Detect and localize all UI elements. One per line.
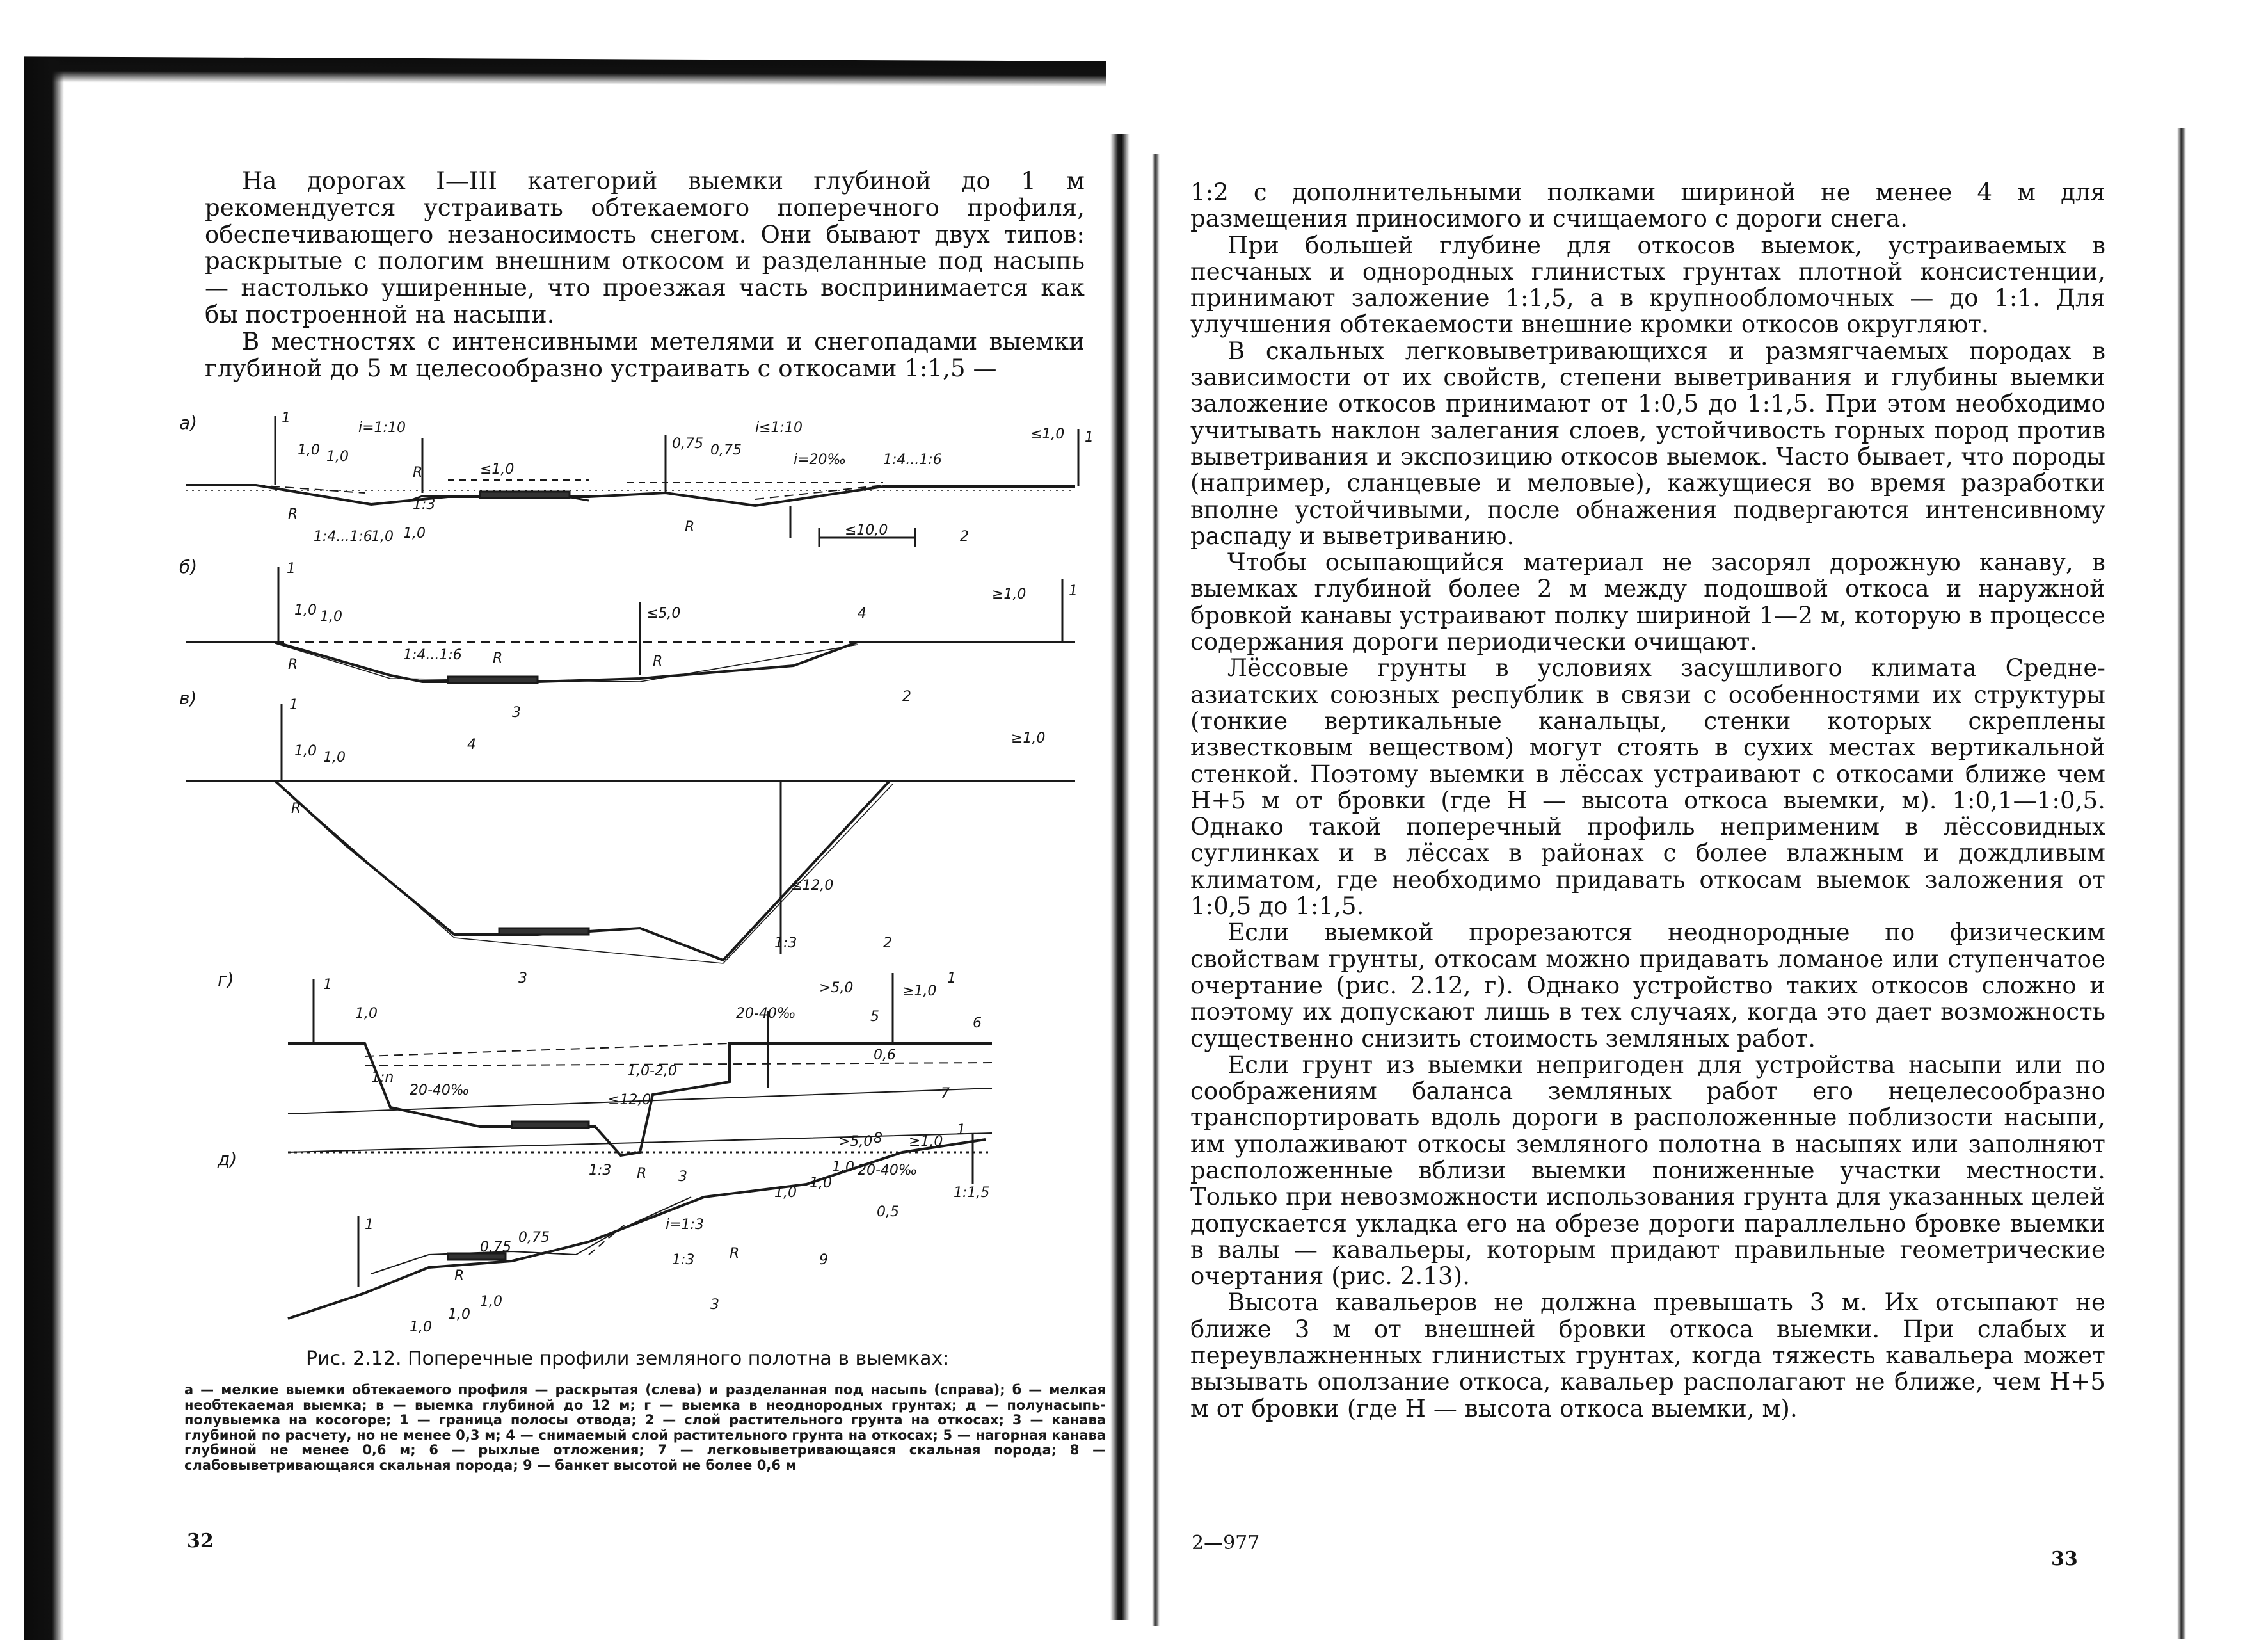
dimension-label: i≤1:10 — [755, 420, 803, 436]
dimension-label: R — [637, 1166, 647, 1182]
dimension-label: ≤12,0 — [790, 878, 834, 894]
dimension-label: i=20‰ — [794, 452, 847, 468]
paragraph: На дорогах I—III категорий выемки глубиной до 1 м рекомендуется устраивать обтекаемого поперечного профиля, обеспечивающего незаносимость снегом. Они бывают двух типов: раскрытые с пологим внешним откосом и разделанные под насыпь — настолько уширенные, что проезжая часть воспринимается как бы построенной на насыпи. — [205, 167, 1085, 328]
paragraph: Лёссовые грунты в условиях засушливого климата Средне-азиатских союзных республик в связи с особенностями их структуры (тонкие вертикальные канальцы, стенки которых скреплены известковым веществом) могут стоять в сухих местах вертикальной стенкой. Поэтому выемки в лёссах устраивают с откосами ближе чем H+5 м от бровки (где H — высота откоса выемки, м). 1:0,1—1:0,5. Однако такой поперечный профиль неприменим в лёссовидных суглинках и в лёссах в районах с более влажным и дождливым климатом, где необходимо придавать откосам выемок заложения от 1:0,5 до 1:1,5. — [1190, 654, 2105, 920]
panel-label-b: б) — [179, 556, 198, 577]
dimension-label: ≤12,0 — [608, 1092, 651, 1108]
dimension-label: ≥1,0 — [909, 1134, 943, 1150]
dimension-label: 1,0 — [410, 1319, 432, 1335]
scan-shadow-top — [24, 56, 1106, 86]
dimension-label: 1:3 — [672, 1252, 695, 1268]
book-gutter — [1110, 134, 1130, 1620]
dimension-label: R — [288, 657, 298, 673]
paragraph: Высота кавальеров не должна превышать 3 м. Их отсыпают не ближе 3 м от внешней бровки откоса выемки. При слабых и переувлажненных глинистых грунтах, когда тяжесть кавальера может вызывать оползание откоса, кавальер располагают не ближе, чем H+5 м от бровки (где H — высота откоса выемки, м). — [1190, 1289, 2105, 1422]
dimension-label: 1,0 — [320, 609, 342, 625]
dimension-label: R — [685, 519, 695, 535]
profile-d — [288, 1133, 986, 1319]
dimension-label: 1,0 — [355, 1006, 378, 1022]
page-number-left: 32 — [187, 1530, 214, 1552]
labels-g — [323, 970, 982, 1185]
labels-v — [289, 697, 1045, 986]
dimension-label: 0,6 — [874, 1047, 896, 1063]
paragraph: Если грунт из выемки непригоден для устройства насыпи или по соображениям баланса земляных работ его нецелесообразно транспортировать вдоль дороги в расположенные поблизости насыпи, им уполаживают откосы земляного полотна в насыпях или заполняют расположенные вблизи выемки пониженные участки местности. Только при невозможности использования грунта для указанных целей допускается укладка его на обрезе дороги параллельно бровке выемки в валы — кавальеры, которым придают правильные геометрические очертания (рис. 2.13). — [1190, 1050, 2105, 1290]
dimension-label: 4 — [467, 737, 476, 753]
dimension-label: 1 — [1069, 583, 1078, 599]
dimension-label: ≥1,0 — [1011, 730, 1046, 746]
dimension-label: 1 — [287, 561, 296, 577]
dimension-label: 0,75 — [672, 436, 703, 452]
panel-label-d: д) — [218, 1148, 237, 1170]
profile-v — [186, 704, 1075, 963]
dimension-label: 1 — [947, 970, 956, 986]
dimension-label: >5,0 — [819, 980, 854, 996]
dimension-label: 1 — [1085, 430, 1094, 446]
paragraph: Если выемкой прорезаются неоднородные по физическим свойствам грунты, откосам можно придавать ломаное или ступенчатое очертание (рис. 2.12, г). Однако устройство таких откосов сложно и поэтому их допускают лишь в тех случаях, когда это дает возможность существенно снизить стоимость земляных работ. — [1190, 919, 2105, 1052]
cross-section-drawings — [179, 403, 1107, 1335]
dimension-label: 20-40‰ — [410, 1082, 470, 1098]
printer-signature: 2—977 — [1192, 1532, 1260, 1554]
dimension-label: 1,0 — [323, 750, 346, 766]
dimension-label: 1,0 — [774, 1185, 797, 1201]
dimension-label: 1,0 — [371, 529, 394, 545]
dimension-label: 1 — [365, 1217, 374, 1233]
dimension-label: >5,0 — [838, 1134, 873, 1150]
dimension-label: ≥1,0 — [902, 983, 937, 999]
dimension-label: 1,0 — [810, 1175, 832, 1191]
dimension-label: 3 — [518, 970, 527, 986]
dimension-label: 2 — [883, 935, 892, 951]
right-page-text — [1190, 179, 2105, 1422]
dimension-label: ≤1,0 — [1030, 426, 1065, 442]
scan-shadow-right — [2177, 128, 2186, 1639]
dimension-label: 1 — [323, 977, 332, 993]
dimension-label: 1 — [957, 1122, 966, 1138]
dimension-label: ≥1,0 — [992, 586, 1026, 602]
dimension-label: R — [454, 1268, 465, 1284]
left-page-text — [205, 168, 1085, 382]
dimension-label: i=1:3 — [666, 1217, 704, 1233]
profile-b — [186, 567, 1075, 683]
panel-label-v: в) — [179, 687, 197, 709]
dimension-label: 0,75 — [518, 1230, 550, 1246]
dimension-label: 1,0 — [326, 449, 349, 465]
dimension-label: i=1:10 — [358, 420, 406, 436]
page-number-right: 33 — [2051, 1548, 2078, 1570]
dimension-label: 5 — [870, 1009, 879, 1025]
dimension-label: 1:3 — [589, 1162, 612, 1178]
dimension-label: 20-40‰ — [736, 1006, 796, 1022]
dimension-label: 3 — [512, 705, 521, 721]
dimension-label: 1 — [289, 697, 298, 713]
dimension-label: R — [730, 1246, 740, 1262]
dimension-label: 1 — [282, 410, 291, 426]
figure-caption: а — мелкие выемки обтекаемого профиля — раскрытая (слева) и разделанная под насыпь (справа); б — мелкая необтекаемая выемка; в — выемка глубиной до 12 м; г — выемка в неоднородных грунтах; д — полунасыпь-полувыемка на косогоре; 1 — граница полосы отвода; 2 — слой растительного грунта на откосах; 3 — канава глубиной по расчету, но не менее 0,3 м; 4 — снимаемый слой растительного грунта на откосах; 5 — нагорная канава глубиной не менее 0,6 м; 6 — рыхлые отложения; 7 — легковыветривающаяся скальная порода; 8 — слабовыветривающаяся скальная порода; 9 — банкет высотой не более 0,6 м — [184, 1382, 1106, 1473]
dimension-label: 1,0 — [448, 1306, 470, 1322]
dimension-label: 1,0 — [298, 442, 320, 458]
dimension-label: 2 — [960, 529, 969, 545]
dimension-label: R — [288, 506, 298, 522]
dimension-label: 1:4...1:6 — [314, 529, 372, 545]
dimension-label: R — [493, 650, 503, 666]
dimension-label: 0,75 — [480, 1239, 511, 1255]
dimension-label: 7 — [941, 1086, 950, 1102]
dimension-label: 6 — [973, 1015, 982, 1031]
profile-a — [186, 416, 1078, 547]
dimension-label: R — [291, 801, 301, 817]
dimension-label: 4 — [858, 606, 866, 622]
dimension-label: 20-40‰ — [858, 1162, 918, 1178]
book-gutter-shadow — [1152, 154, 1160, 1626]
paragraph: 1:2 с дополнительными полками шириной не менее 4 м для размещения приносимого и счищаемого с дороги снега. — [1190, 179, 2105, 233]
dimension-label: 0,5 — [877, 1204, 899, 1220]
dimension-label: 0,75 — [710, 442, 742, 458]
dimension-label: R — [413, 465, 423, 481]
dimension-label: 1,0-2,0 — [627, 1063, 677, 1079]
figure-title: Рис. 2.12. Поперечные профили земляного полотна в выемках: — [306, 1347, 950, 1370]
dimension-label: 3 — [678, 1169, 687, 1185]
dimension-label: 1,0 — [294, 743, 317, 759]
dimension-label: 1:3 — [774, 935, 797, 951]
dimension-label: 1,0 — [480, 1294, 502, 1310]
figure-2-12 — [179, 403, 1107, 1335]
dimension-label: 1:n — [371, 1070, 394, 1086]
dimension-label: 1:4...1:6 — [883, 452, 942, 468]
dimension-label: R — [653, 654, 663, 670]
scan-shadow-left — [24, 59, 64, 1640]
dimension-label: 9 — [819, 1252, 828, 1268]
dimension-label: 8 — [874, 1130, 882, 1146]
dimension-label: 1:1,5 — [954, 1185, 990, 1201]
panel-label-a: а) — [179, 412, 198, 433]
dimension-label: 1:4...1:6 — [403, 647, 462, 663]
dimension-label: 1,0 — [294, 602, 317, 618]
paragraph: В скальных легковыветривающихся и размягчаемых породах в зависимости от их свойств, степени выветривания и глубины выемки заложение откосов принимают от 1:0,5 до 1:1,5. При этом необходимо учитывать наклон залегания слоев, устойчивость горных пород против выветривания и экспозицию откосов выемок. Часто бывает, что породы (например, сланцевые и меловые), кажущиеся во время разработки вполне устойчивыми, после обнажения подвергаются интенсивному распаду и выветриванию. — [1190, 337, 2105, 550]
dimension-label: 2 — [902, 689, 911, 705]
labels-a — [282, 410, 1094, 545]
paragraph: В местностях с интенсивными метелями и снегопадами выемки глубиной до 5 м целесообразно устраивать с откосами 1:1,5 — — [205, 327, 1085, 382]
dimension-label: ≤1,0 — [480, 462, 515, 478]
dimension-label: ≤10,0 — [845, 522, 888, 538]
dimension-label: 1,0 — [403, 526, 426, 542]
dimension-label: ≤5,0 — [646, 606, 681, 622]
dimension-label: 3 — [710, 1297, 719, 1313]
paragraph: Чтобы осыпающийся материал не засорял дорожную канаву, в выемках глубиной более 2 м между подошвой откоса и наружной бровкой канавы устраивают полку шириной 1—2 м, которую в процессе содержания дороги периодически очищают. — [1190, 549, 2105, 656]
dimension-label: 1,0 — [832, 1159, 854, 1175]
panel-label-g: г) — [218, 969, 234, 990]
paragraph: При большей глубине для откосов выемок, устраиваемых в песчаных и однородных глинистых грунтах плотной консистенции, принимают заложение 1:1,5, а в крупнообломочных — до 1:1. Для улучшения обтекаемости внешние кромки откосов округляют. — [1190, 231, 2105, 339]
dimension-label: 1:3 — [413, 497, 436, 513]
